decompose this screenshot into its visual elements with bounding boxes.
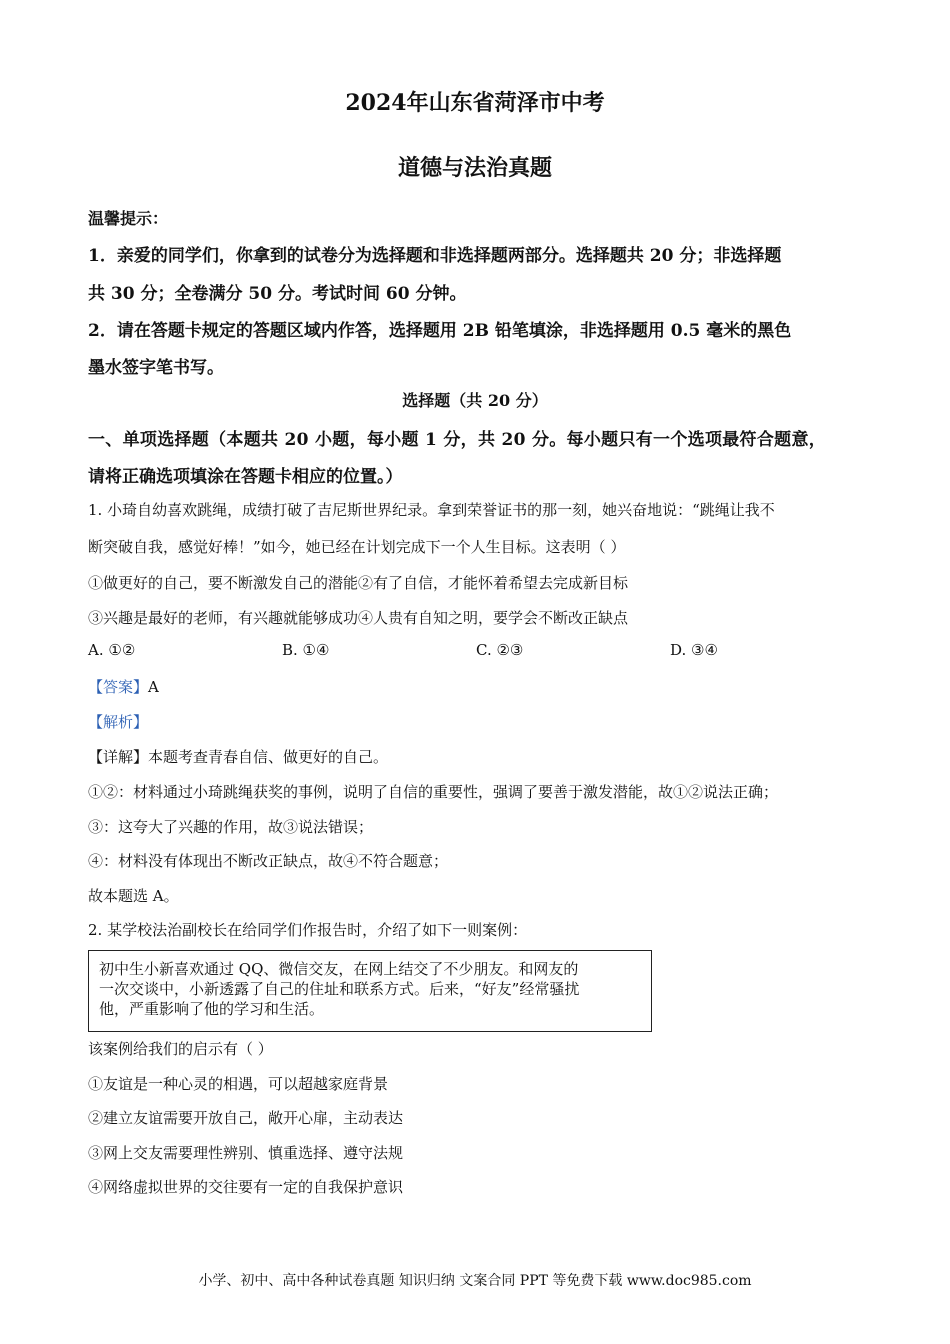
exam-title: 2024年山东省菏泽市中考 <box>345 90 605 116</box>
answer-tag: 【答案】 <box>88 678 149 696</box>
q2-item-1: ①友谊是一种心灵的相遇，可以超越家庭背景 <box>88 1075 389 1093</box>
q2-case-line-3: 他，严重影响了他的学习和生活。 <box>99 1000 325 1018</box>
q1-detail-3: ③：这夸大了兴趣的作用，故③说法错误； <box>88 818 374 836</box>
q1-detail-5: 故本题选 A。 <box>88 887 179 905</box>
q1-detail-4: ④：材料没有体现出不断改正缺点，故④不符合题意； <box>88 852 449 870</box>
exam-subject-title: 道德与法治真题 <box>397 155 552 181</box>
q1-item-1: ①做更好的自己，要不断激发自己的潜能②有了自信，才能怀着希望去完成新目标 <box>88 574 629 592</box>
q2-item-3: ③网上交友需要理性辨别、慎重选择、遵守法规 <box>88 1144 404 1162</box>
analysis-tag: 【解析】 <box>88 713 149 731</box>
answer-value: A <box>148 678 159 696</box>
q2-ask: 该案例给我们的启示有（ ） <box>88 1040 273 1058</box>
q2-case-line-1: 初中生小新喜欢通过 QQ、微信交友，在网上结交了不少朋友。和网友的 <box>99 960 579 978</box>
section-intro-1: 一、单项选择题（本题共 20 小题，每小题 1 分，共 20 分。每小题只有一个选项最符合题意， <box>88 430 827 450</box>
notice-line-3: 2．请在答题卡规定的答题区域内作答，选择题用 2B 铅笔填涂，非选择题用 0.5 毫米的黑色 <box>88 321 792 341</box>
q1-answer-line <box>88 676 862 697</box>
q1-option-a: A. ①② <box>88 641 136 659</box>
section-intro-2: 请将正确选项填涂在答题卡相应的位置。） <box>88 467 403 487</box>
notice-label: 温馨提示： <box>88 209 169 228</box>
q1-option-c: C. ②③ <box>476 641 524 659</box>
notice-line-4: 墨水签字笔书写。 <box>88 358 224 378</box>
q1-option-d: D. ③④ <box>670 641 718 659</box>
q2-item-2: ②建立友谊需要开放自己，敞开心扉，主动表达 <box>88 1109 404 1127</box>
notice-line-2: 共 30 分；全卷满分 50 分。考试时间 60 分钟。 <box>88 284 467 304</box>
page-footer: 小学、初中、高中各种试卷真题 知识归纳 文案合同 PPT 等免费下载 www.doc985.com <box>198 1273 752 1289</box>
q1-stem-2: 断突破自我，感觉好棒！”如今，她已经在计划完成下一个人生目标。这表明（ ） <box>88 538 626 556</box>
q1-item-2: ③兴趣是最好的老师，有兴趣就能够成功④人贵有自知之明，要学会不断改正缺点 <box>88 609 629 627</box>
notice-line-1: 1．亲爱的同学们，你拿到的试卷分为选择题和非选择题两部分。选择题共 20 分；非选择题 <box>88 246 782 266</box>
q2-stem: 2. 某学校法治副校长在给同学们作报告时，介绍了如下一则案例： <box>88 921 528 939</box>
q1-option-b: B. ①④ <box>282 641 330 659</box>
q2-case-line-2: 一次交谈中，小新透露了自己的住址和联系方式。后来，“好友”经常骚扰 <box>99 980 580 998</box>
q1-detail-2: ①②：材料通过小琦跳绳获奖的事例，说明了自信的重要性，强调了要善于激发潜能，故①②说法正确； <box>88 783 779 801</box>
q1-stem-1: 1. 小琦自幼喜欢跳绳，成绩打破了吉尼斯世界纪录。拿到荣誉证书的那一刻，她兴奋地说：“跳绳让我不 <box>88 501 775 519</box>
section-heading: 选择题（共 20 分） <box>402 391 548 410</box>
q2-item-4: ④网络虚拟世界的交往要有一定的自我保护意识 <box>88 1178 404 1196</box>
q1-detail-1: 【详解】本题考查青春自信、做更好的自己。 <box>88 748 389 766</box>
q2-case-box <box>88 950 652 1032</box>
